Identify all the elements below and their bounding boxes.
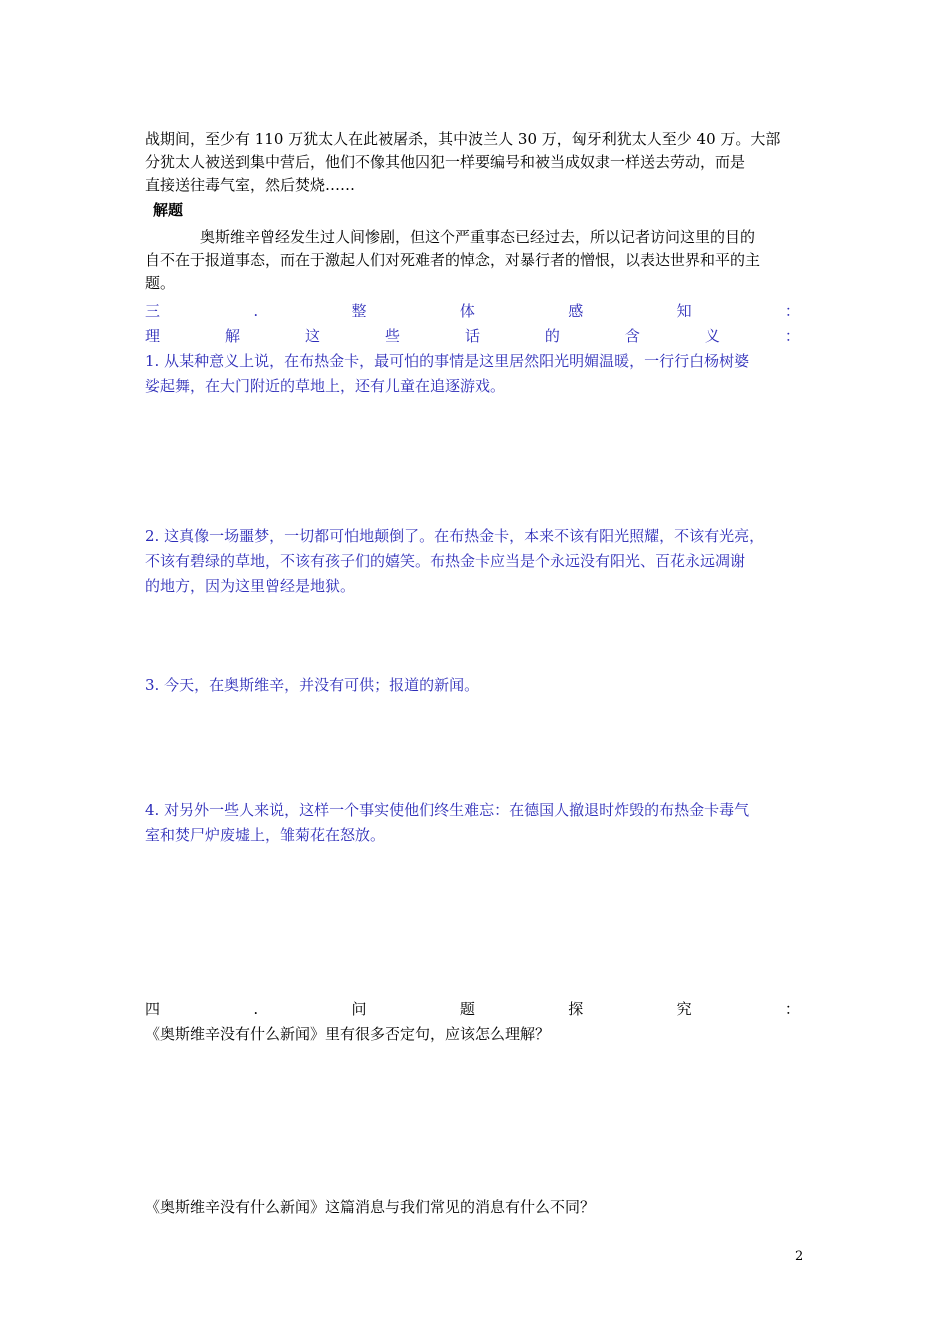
section4-title-char: 问 [351,1000,367,1018]
jieti-heading: 解题 [153,201,184,219]
section3-sub-char: ： [784,327,800,345]
section3-title-char: . [253,302,259,320]
sentence-2-line-1: 2. 这真像一场噩梦，一切都可怕地颠倒了。在布热金卡，本来不该有阳光照耀，不该有光亮， [145,527,765,545]
sentence-4-line-1: 4. 对另外一些人来说，这样一个事实使他们终生难忘：在德国人撤退时炸毁的布热金卡毒气 [145,801,750,819]
sentence-3-line-1: 3. 今天，在奥斯维辛，并没有可供；报道的新闻。 [145,676,480,694]
intro-line-3: 直接送往毒气室，然后焚烧…… [145,176,356,194]
jieti-line-2: 自不在于报道事态，而在于激起人们对死难者的悼念，对暴行者的憎恨，以表达世界和平的主 [145,251,761,269]
section3-sub-char: 含 [624,327,640,345]
sentence-4-line-2: 室和焚尸炉废墟上，雏菊花在怒放。 [145,826,386,844]
sentence-2-line-3: 的地方，因为这里曾经是地狱。 [145,577,356,595]
section3-sub-char: 这 [304,327,320,345]
intro-line-1: 战期间，至少有 110 万犹太人在此被屠杀，其中波兰人 30 万，匈牙利犹太人至少 40 万。大部 [145,130,781,148]
section3-title-char: 体 [459,302,475,320]
question-1: 《奥斯维辛没有什么新闻》里有很多否定句，应该怎么理解？ [145,1025,551,1043]
section3-title-char: 三 [145,302,161,320]
section3-sub-char: 些 [384,327,400,345]
page-number: 2 [795,1249,804,1264]
sentence-1-line-2: 娑起舞，在大门附近的草地上，还有儿童在追逐游戏。 [145,377,506,395]
jieti-line-3: 题。 [145,274,176,292]
section3-sub-char: 理 [145,327,161,345]
section3-title [145,300,800,323]
section3-title-char: 知 [676,302,692,320]
section3-sub-char: 义 [704,327,720,345]
section3-sub-char: 话 [464,327,480,345]
question-2: 《奥斯维辛没有什么新闻》这篇消息与我们常见的消息有什么不同？ [145,1198,596,1216]
section4-title-char: . [253,1000,259,1018]
jieti-line-1: 奥斯维辛曾经发生过人间惨剧，但这个严重事态已经过去，所以记者访问这里的目的 [200,228,756,246]
section4-title-char: 探 [568,1000,584,1018]
section4-title-char: 究 [676,1000,692,1018]
section3-title-char: 感 [568,302,584,320]
section4-title-char: 四 [145,1000,161,1018]
section3-subtitle [145,325,800,348]
section4-title-char: 题 [459,1000,475,1018]
section3-title-char: 整 [351,302,367,320]
section3-sub-char: 解 [224,327,240,345]
section4-title [145,998,800,1021]
section3-sub-char: 的 [544,327,560,345]
section3-title-char: ： [784,302,800,320]
sentence-2-line-2: 不该有碧绿的草地，不该有孩子们的嬉笑。布热金卡应当是个永远没有阳光、百花永远凋谢 [145,552,746,570]
sentence-1-line-1: 1. 从某种意义上说，在布热金卡，最可怕的事情是这里居然阳光明媚温暖，一行行白杨树婆 [145,352,750,370]
intro-line-2: 分犹太人被送到集中营后，他们不像其他囚犯一样要编号和被当成奴隶一样送去劳动，而是 [145,153,746,171]
section4-title-char: ： [784,1000,800,1018]
